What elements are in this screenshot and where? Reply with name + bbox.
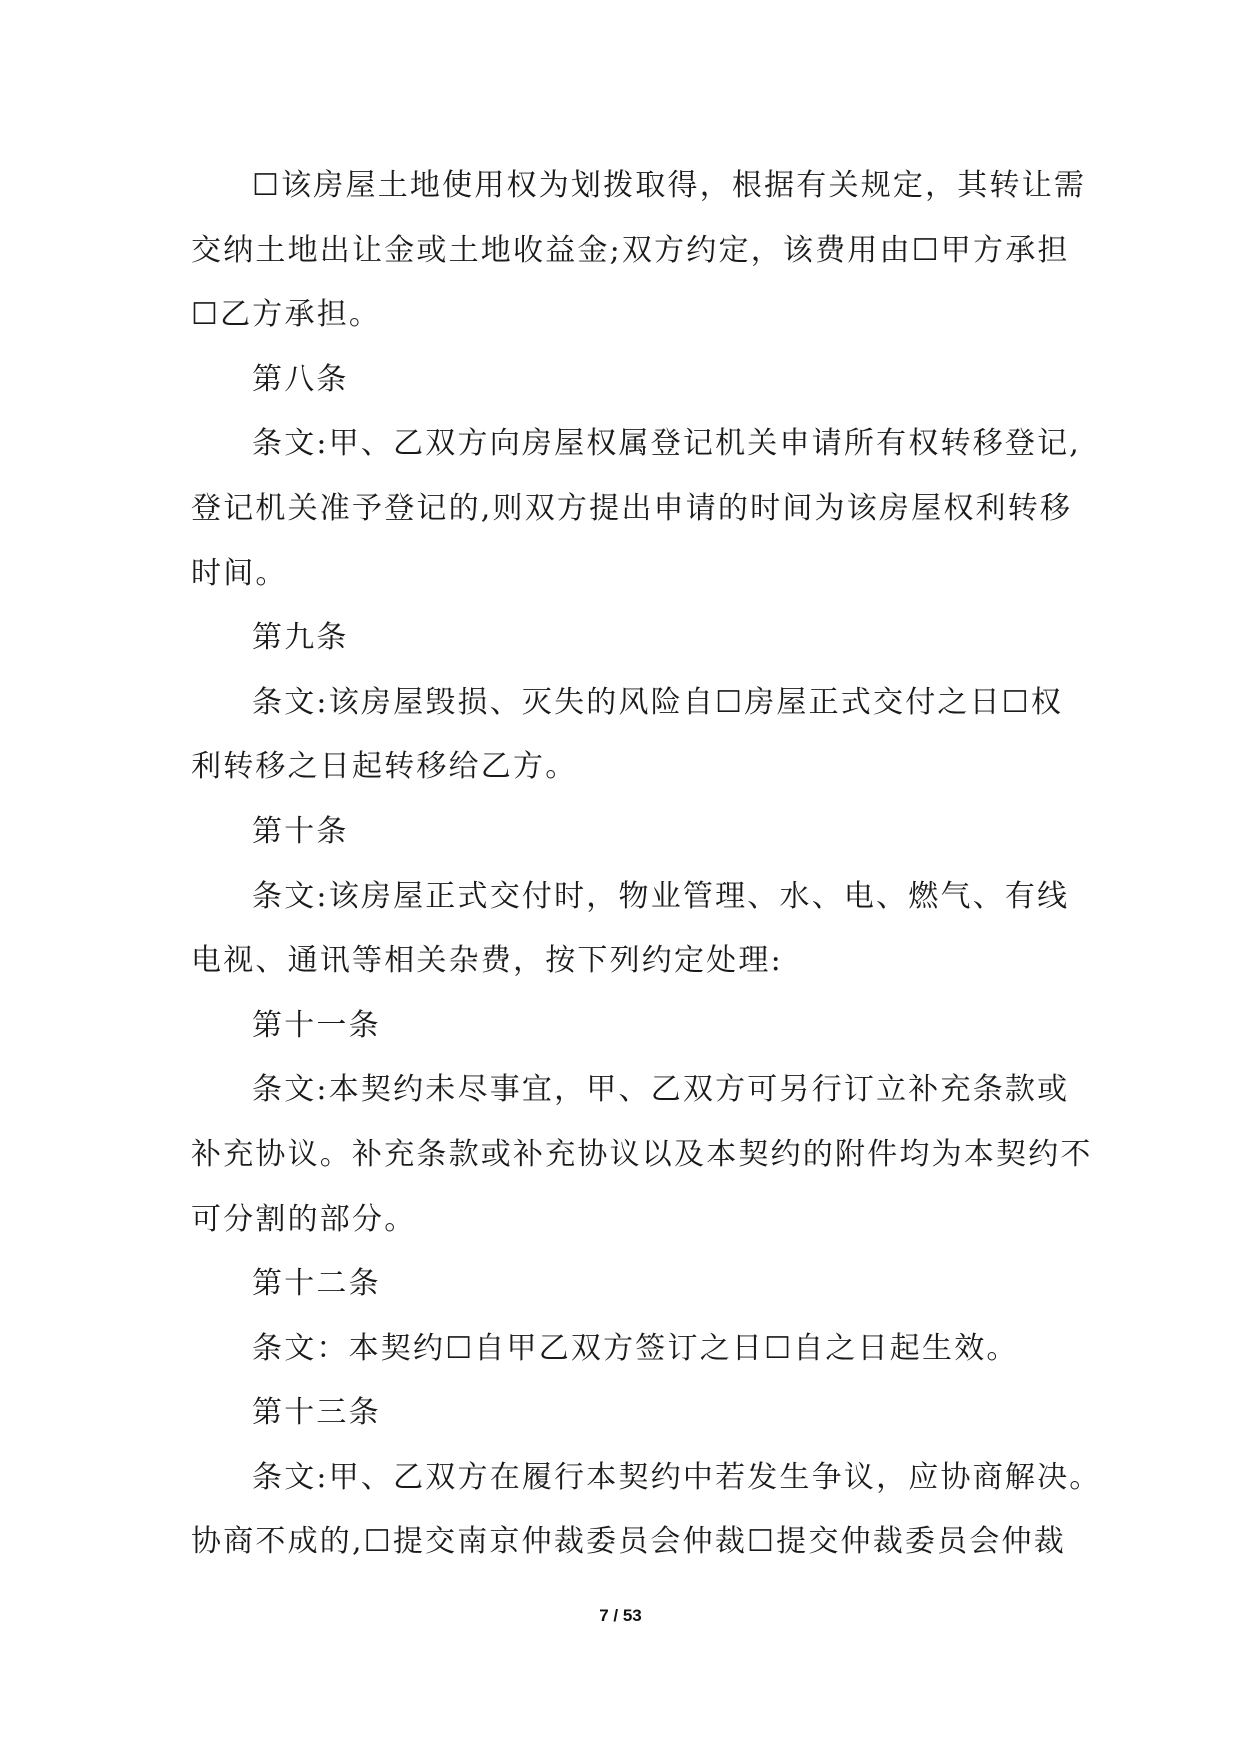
page-number: 7 / 53 — [599, 1606, 642, 1625]
text-line-18: 第十二条 — [252, 1266, 381, 1302]
text-line-19: 条文：本契约☐自甲乙双方签订之日☐自之日起生效。 — [252, 1330, 1019, 1366]
text-line-3: ☐乙方承担。 — [191, 297, 382, 333]
text-line-17: 可分割的部分。 — [191, 1201, 417, 1237]
text-line-15: 条文:本契约未尽事宜，甲、乙双方可另行订立补充条款或 — [252, 1072, 1070, 1108]
text-line-21: 条文:甲、乙双方在履行本契约中若发生争议，应协商解决。 — [252, 1459, 1102, 1495]
text-line-8: 第九条 — [252, 620, 349, 656]
text-line-7: 时间。 — [191, 555, 288, 591]
text-line-12: 条文:该房屋正式交付时，物业管理、水、电、燃气、有线 — [252, 878, 1070, 914]
text-line-1: ☐该房屋土地使用权为划拨取得，根据有关规定，其转让需 — [252, 168, 1087, 203]
text-line-22: 协商不成的,☐提交南京仲裁委员会仲裁☐提交仲裁委员会仲裁 — [191, 1524, 1066, 1560]
text-line-20: 第十三条 — [252, 1395, 381, 1431]
text-line-5: 条文:甲、乙双方向房屋权属登记机关申请所有权转移登记, — [252, 426, 1082, 462]
text-line-13: 电视、通讯等相关杂费，按下列约定处理: — [191, 943, 783, 979]
text-line-14: 第十一条 — [252, 1007, 381, 1043]
text-line-16: 补充协议。补充条款或补充协议以及本契约的附件均为本契约不 — [191, 1136, 1093, 1172]
text-line-4: 第八条 — [252, 361, 349, 397]
text-line-2: 交纳土地出让金或土地收益金;双方约定，该费用由☐甲方承担 — [191, 232, 1070, 268]
text-line-9: 条文:该房屋毁损、灭失的风险自☐房屋正式交付之日☐权 — [252, 684, 1064, 720]
document-body — [191, 154, 1102, 1575]
text-line-10: 利转移之日起转移给乙方。 — [191, 749, 578, 785]
text-line-6: 登记机关准予登记的,则双方提出申请的时间为该房屋权利转移 — [191, 490, 1073, 526]
text-line-11: 第十条 — [252, 813, 349, 849]
